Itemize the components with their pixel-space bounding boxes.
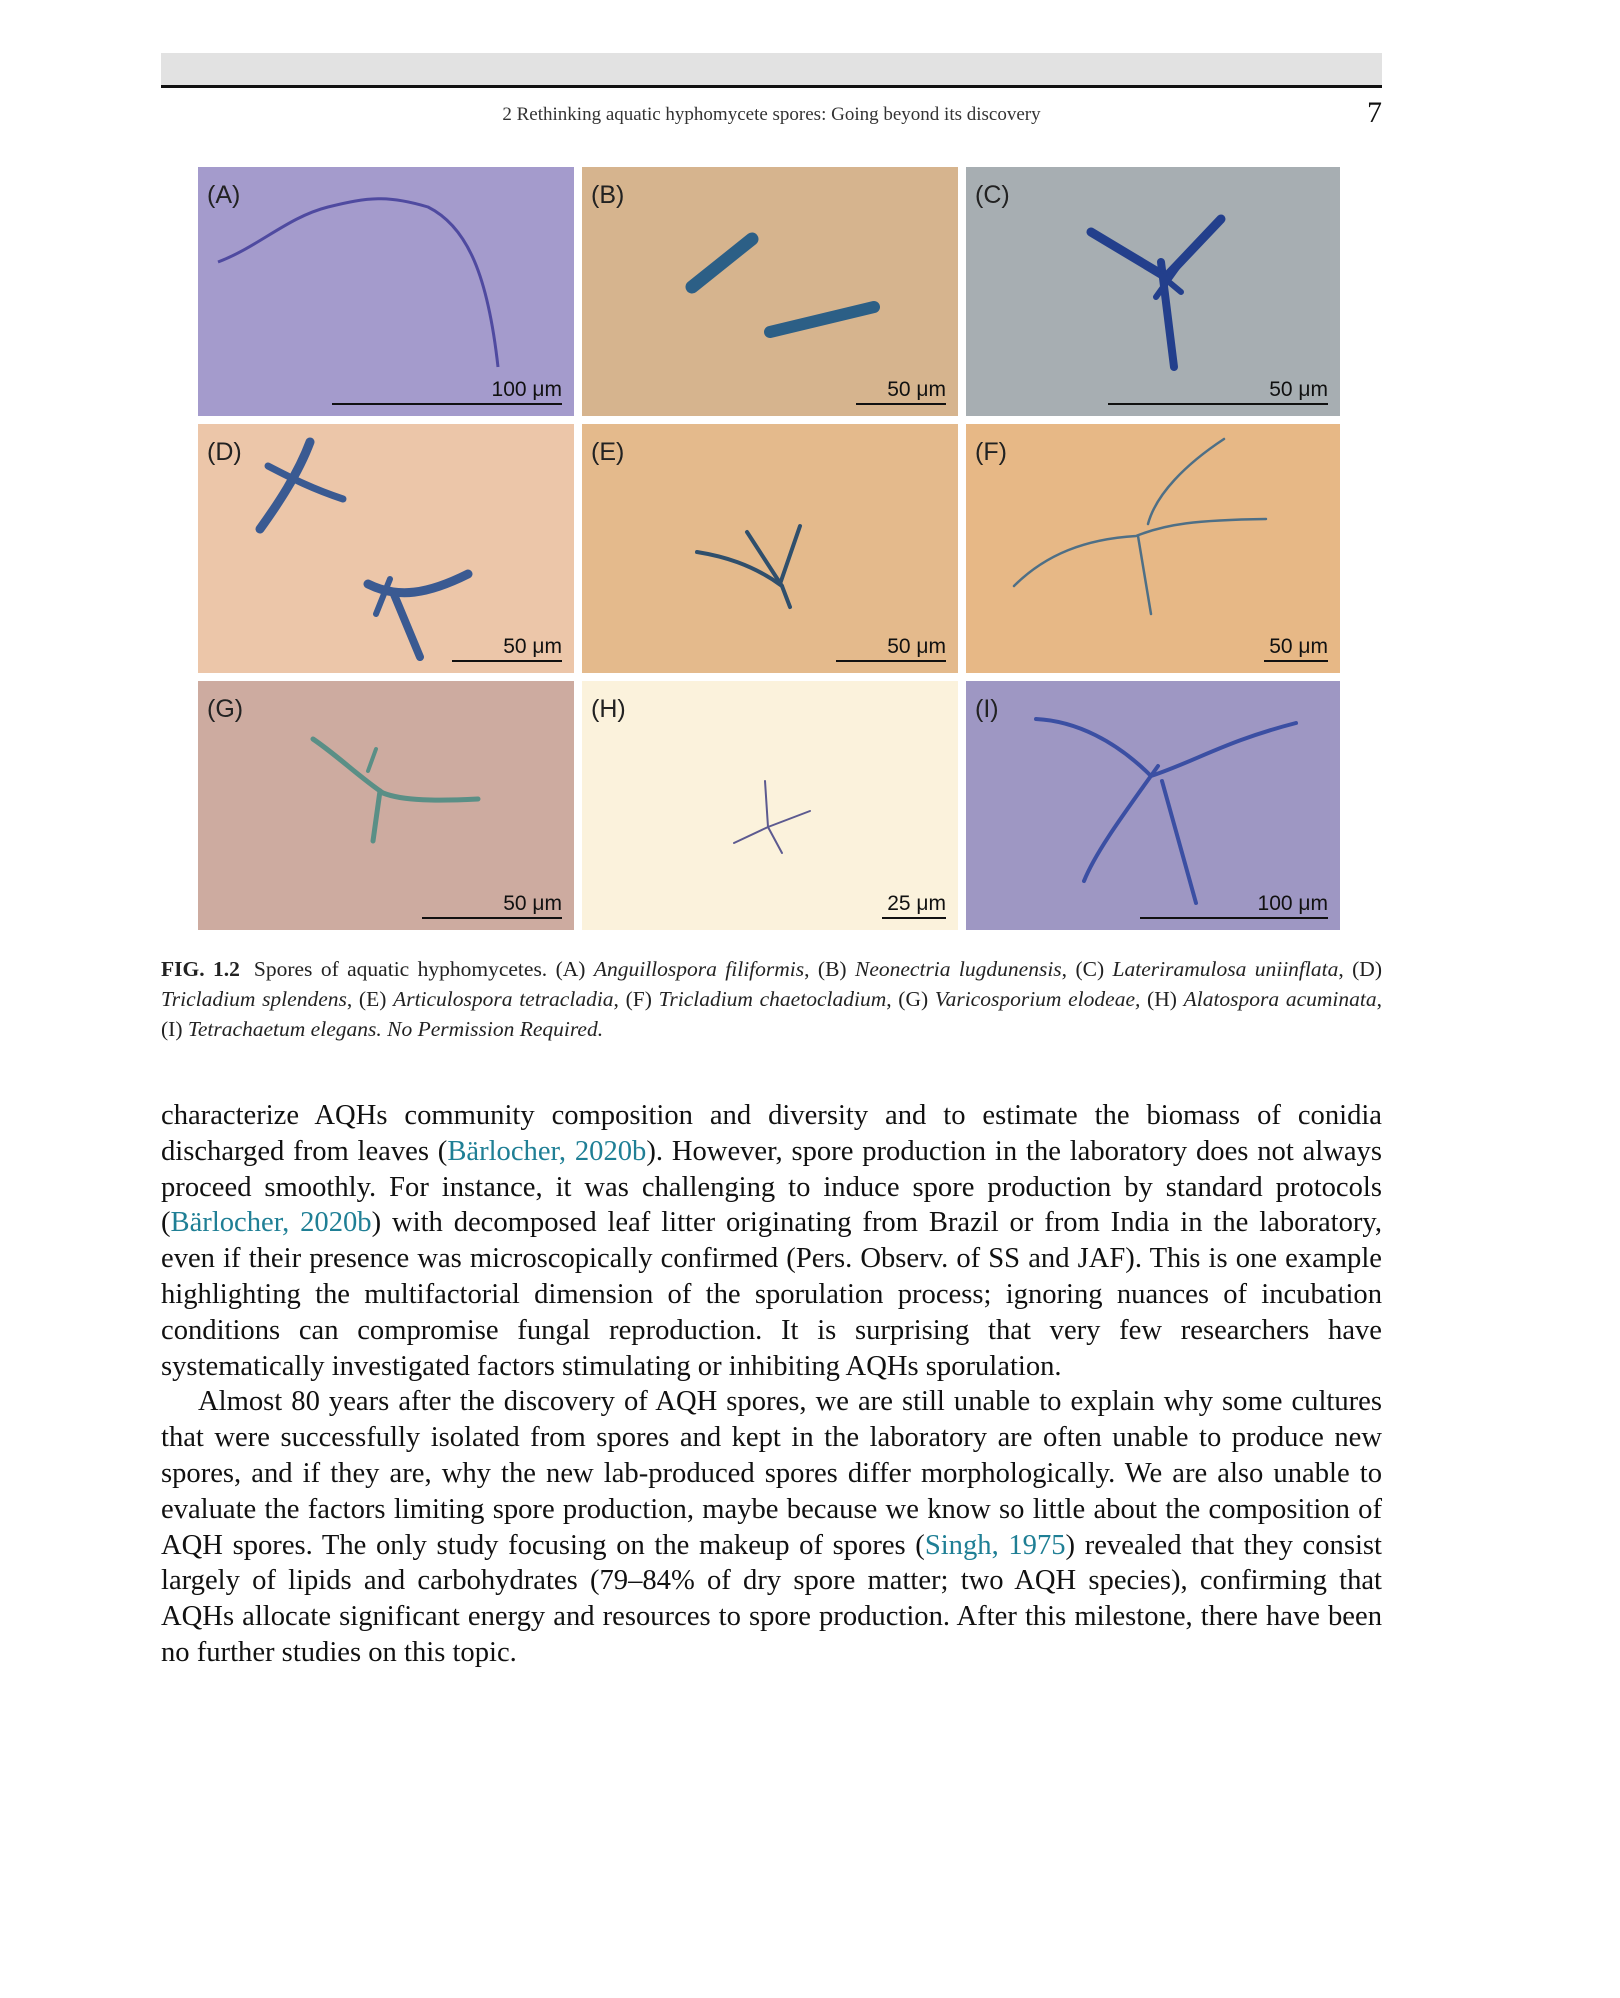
panel-d xyxy=(198,424,574,673)
panel-label-d: (D) xyxy=(207,438,242,466)
panel-a xyxy=(198,167,574,416)
species-c: Lateriramulosa uniinflata xyxy=(1112,957,1339,981)
panel-i xyxy=(966,681,1340,930)
panel-label-f: (F) xyxy=(975,438,1007,466)
scale-bar-a xyxy=(332,403,562,405)
citation-link[interactable]: Bärlocher, 2020b xyxy=(447,1135,647,1167)
scale-label-f: 50 μm xyxy=(1269,635,1328,658)
body-text xyxy=(161,1098,1382,1671)
species-h: Alatospora acuminata xyxy=(1183,987,1377,1011)
figure-panels xyxy=(198,167,1340,931)
scale-label-d: 50 μm xyxy=(503,635,562,658)
caption-text: , (I) xyxy=(161,987,1382,1041)
caption-text: Spores of aquatic hyphomycetes. (A) xyxy=(253,957,586,981)
caption-text: , (G) xyxy=(886,987,929,1011)
citation-link[interactable]: Singh, 1975 xyxy=(924,1529,1066,1561)
panel-b xyxy=(582,167,958,416)
caption-text: , (E) xyxy=(346,987,387,1011)
scale-label-i: 100 μm xyxy=(1257,892,1328,915)
running-head: 2 Rethinking aquatic hyphomycete spores: Going beyond its discovery xyxy=(502,104,1041,125)
scale-bar-h xyxy=(882,917,946,919)
citation-link[interactable]: Bärlocher, 2020b xyxy=(170,1207,372,1239)
species-a: Anguillospora filiformis xyxy=(593,957,805,981)
caption-text: , (F) xyxy=(613,987,652,1011)
species-e: Articulospora tetracladia xyxy=(393,987,614,1011)
species-d: Tricladium splendens xyxy=(161,987,347,1011)
species-b: Neonectria lugdunensis xyxy=(855,957,1062,981)
panel-label-h: (H) xyxy=(591,695,626,723)
scale-bar-e xyxy=(836,660,946,662)
scale-label-a: 100 μm xyxy=(491,378,562,401)
panel-label-g: (G) xyxy=(207,695,244,723)
page-number: 7 xyxy=(1367,96,1382,129)
scale-bar-g xyxy=(422,917,562,919)
figure-caption xyxy=(161,954,1382,1044)
caption-text: (H) xyxy=(1147,987,1177,1011)
scale-label-b: 50 μm xyxy=(887,378,946,401)
species-f: Tricladium chaetocladium xyxy=(658,987,887,1011)
caption-text: , (B) xyxy=(804,957,847,981)
scale-bar-i xyxy=(1140,917,1328,919)
species-g: Varicosporium elodeae, xyxy=(934,987,1141,1011)
panel-label-i: (I) xyxy=(975,695,999,723)
panel-c xyxy=(966,167,1340,416)
permission-note: . No Permission Required. xyxy=(376,1017,604,1041)
header-band xyxy=(161,53,1382,85)
scale-label-e: 50 μm xyxy=(887,635,946,658)
scale-label-g: 50 μm xyxy=(503,892,562,915)
panel-label-c: (C) xyxy=(975,181,1010,209)
paragraph-2: Almost 80 years after the discovery of AQH spores, we are still unable to explain why some cultures that were successfully isolated from spores and kept in the laboratory are often unable to produce new spores, and if they are, why the new lab-produced spores differ morphologically. We are also unable to evaluate the factors limiting spore production, maybe because we know so little about the composition of AQH spores. The only study focusing on the makeup of spores (Singh, 1975) revealed that they consist largely of lipids and carbohydrates (79–84% of dry spore matter; two AQH species), confirming that AQHs allocate significant energy and resources to spore production. After this milestone, there have been no further studies on this topic. xyxy=(161,1386,1382,1668)
header-rule xyxy=(161,85,1382,88)
scale-bar-f xyxy=(1264,660,1328,662)
panel-label-b: (B) xyxy=(591,181,625,209)
caption-text: , (D) xyxy=(1338,957,1382,981)
scale-bar-b xyxy=(856,403,946,405)
scale-bar-d xyxy=(452,660,562,662)
caption-text: , (C) xyxy=(1061,957,1105,981)
paragraph-1: characterize AQHs community composition and diversity and to estimate the biomass of conidia discharged from leaves (Bärlocher, 2020b). However, spore production in the laboratory does not always proceed smoothly. For instance, it was challenging to induce spore production by standard protocols (Bärlocher, 2020b) with decomposed leaf litter originating from Brazil or from India in the laboratory, even if their presence was microscopically confirmed (Pers. Observ. of SS and JAF). This is one example highlighting the multifactorial dimension of the sporulation process; ignoring nuances of incubation conditions can compromise fungal reproduction. It is surprising that very few researchers have systematically investigated factors stimulating or inhibiting AQHs sporulation. xyxy=(161,1100,1382,1382)
panel-label-e: (E) xyxy=(591,438,625,466)
scale-label-h: 25 μm xyxy=(887,892,946,915)
scale-bar-c xyxy=(1108,403,1328,405)
panel-e xyxy=(582,424,958,673)
panel-h xyxy=(582,681,958,930)
species-i: Tetrachaetum elegans xyxy=(187,1017,377,1041)
panel-f xyxy=(966,424,1340,673)
panel-g xyxy=(198,681,574,930)
panel-label-a: (A) xyxy=(207,181,241,209)
scale-label-c: 50 μm xyxy=(1269,378,1328,401)
figure-label: FIG. 1.2 xyxy=(161,957,240,981)
